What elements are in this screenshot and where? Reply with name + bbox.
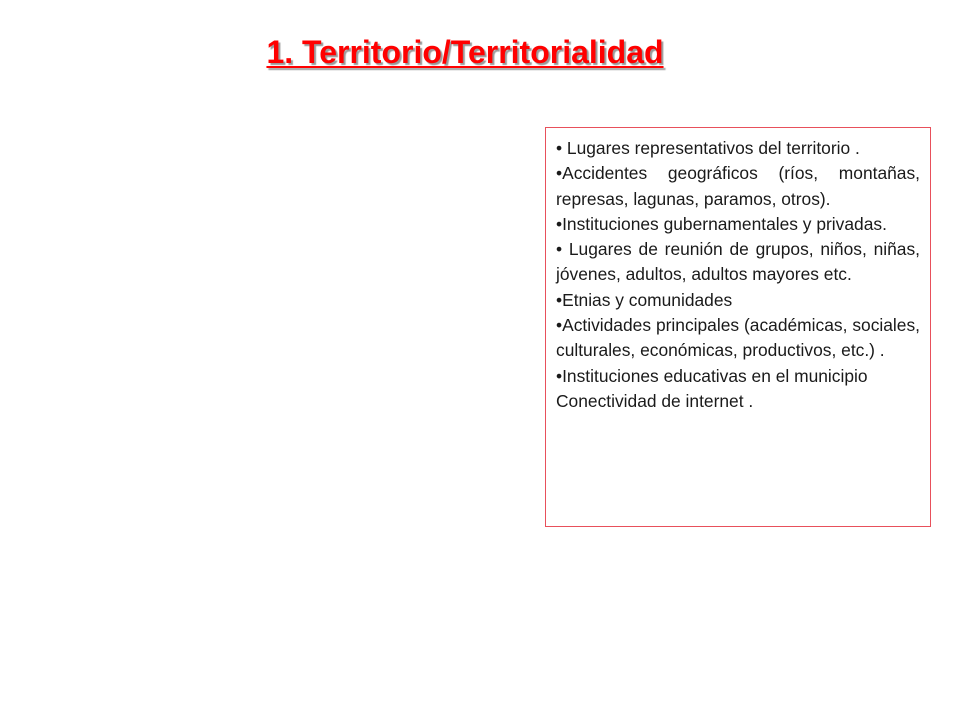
list-item: •Instituciones educativas en el municipio: [556, 365, 868, 386]
list-item: •Accidentes geográficos (ríos, montañas, represas, lagunas, paramos, otros).: [556, 163, 920, 209]
list-item: •Actividades principales (académicas, sociales, culturales, económicas, productivos, etc.) .: [556, 315, 920, 361]
list-item: •Instituciones gubernamentales y privadas.: [556, 213, 887, 234]
list-item: Conectividad de internet .: [556, 390, 754, 411]
slide-title: 1. Territorio/Territorialidad: [266, 34, 664, 70]
list-item: • Lugares de reunión de grupos, niños, niñas, jóvenes, adultos, adultos mayores etc.: [556, 239, 920, 285]
content-box: [545, 127, 931, 527]
list-item: • Lugares representativos del territorio .: [556, 138, 860, 158]
list-item: •Etnias y comunidades: [556, 289, 733, 310]
